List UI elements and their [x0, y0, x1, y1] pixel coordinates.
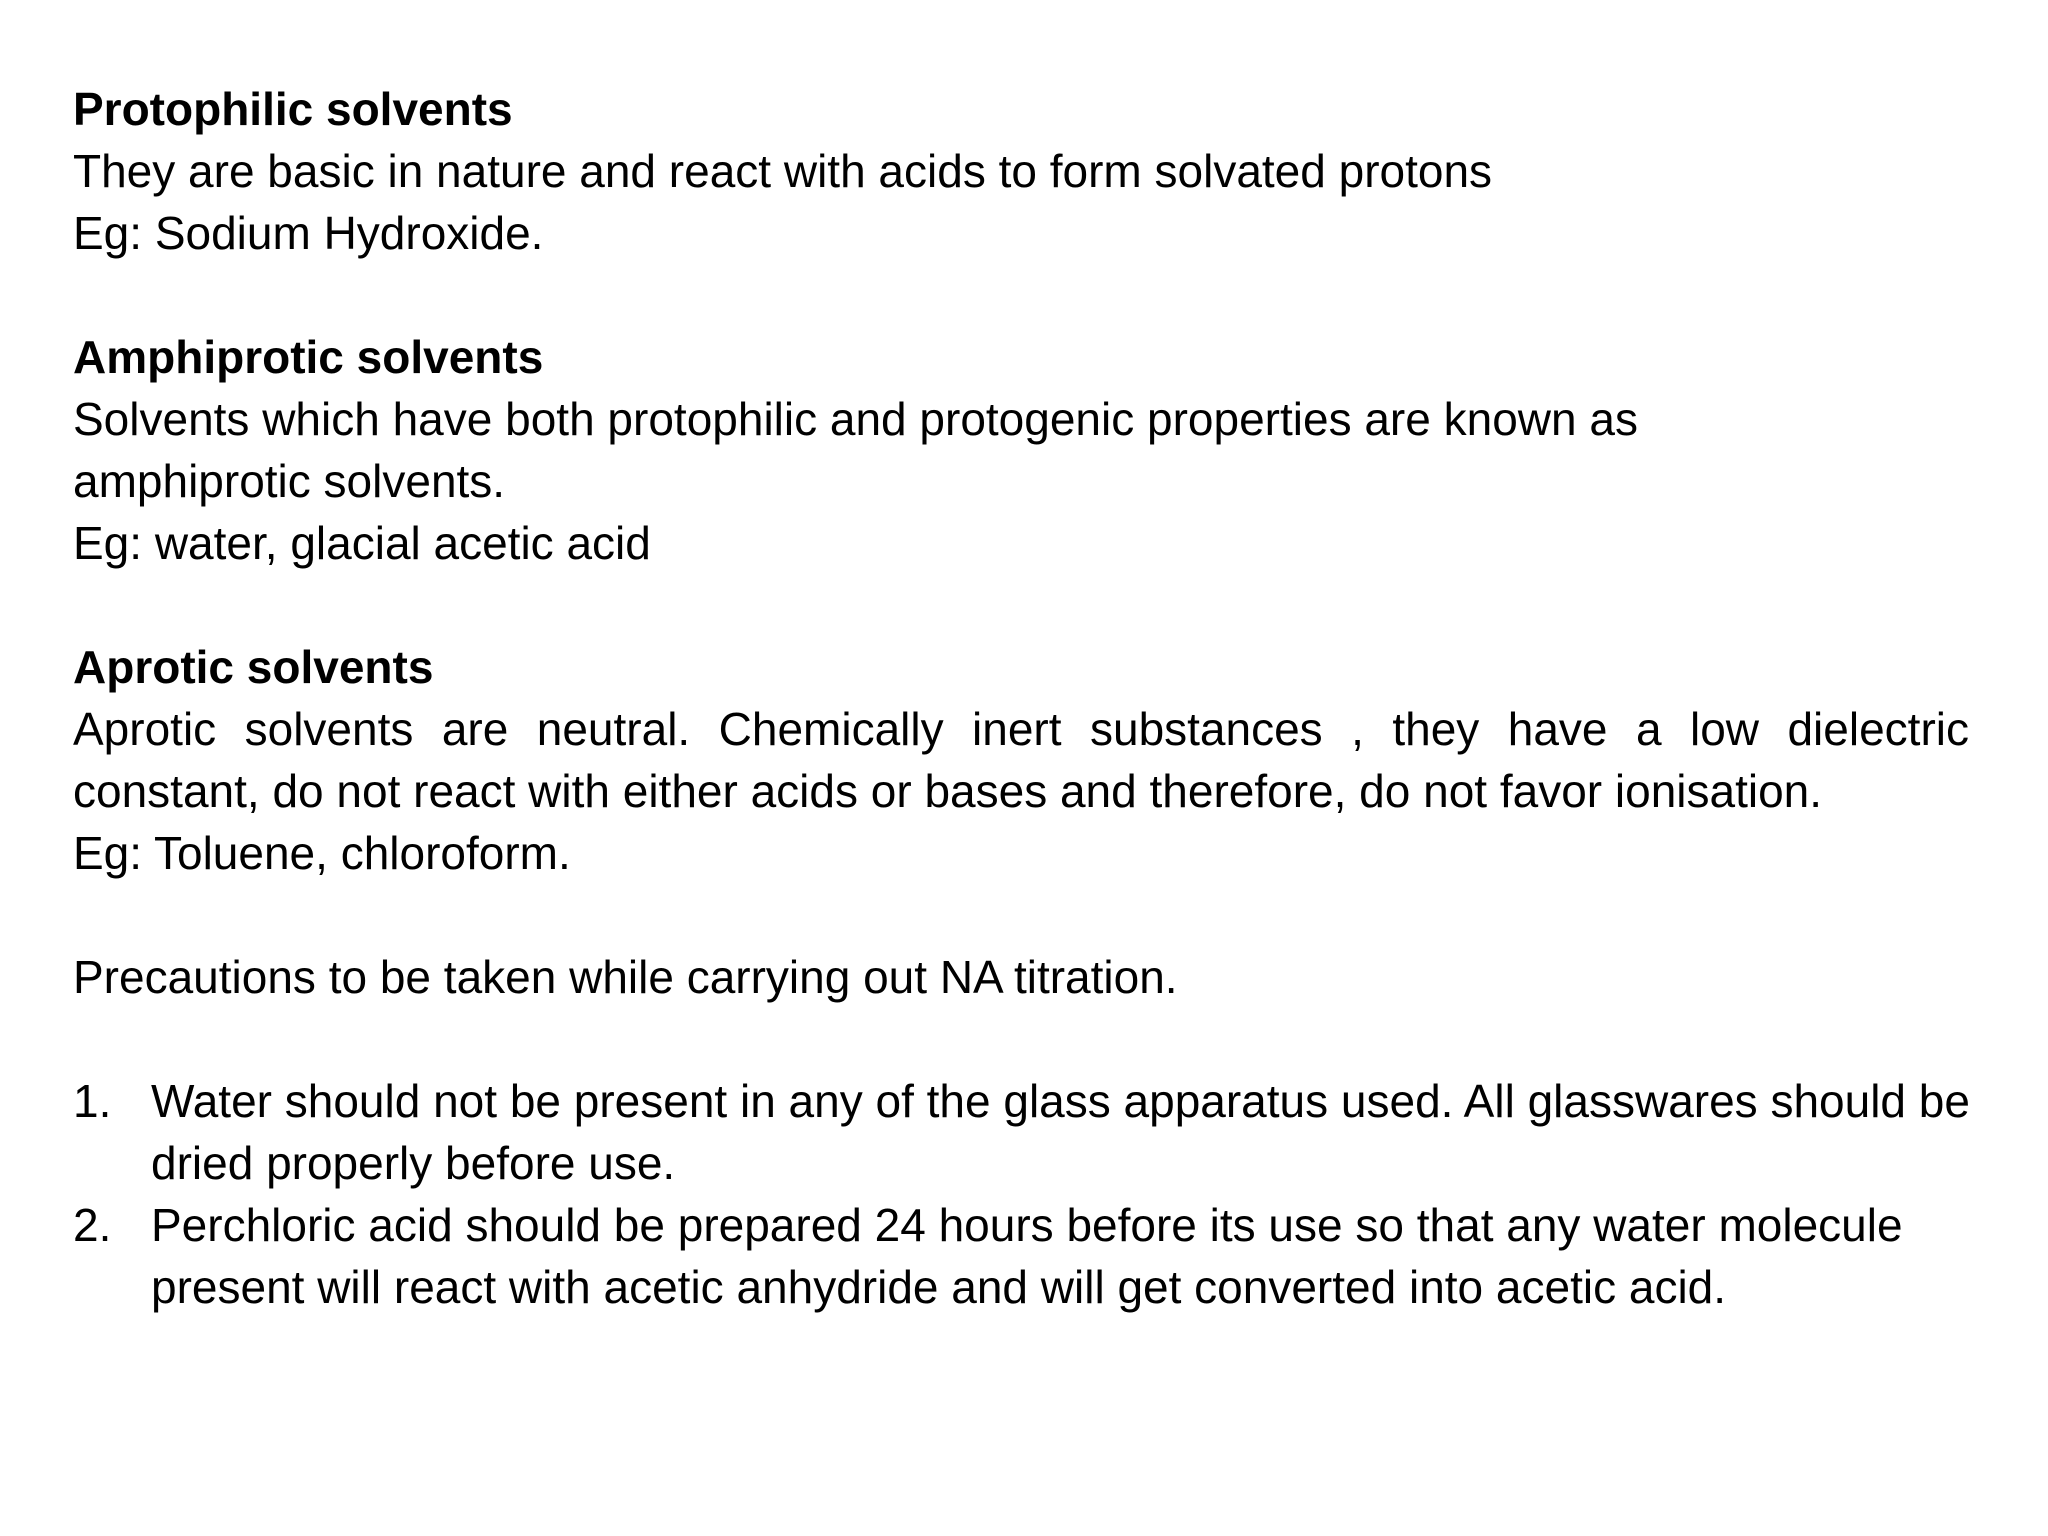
precautions — [73, 946, 1973, 1318]
section-heading: Protophilic solvents — [73, 83, 513, 135]
section-description: Aprotic solvents are neutral. Chemically inert substances , they have a low dielectric constant, do not react with either acids or bases and therefore, do not favor ionisation. — [73, 703, 1969, 817]
slide-content — [73, 78, 1973, 1318]
section-example: Eg: Toluene, chloroform. — [73, 827, 571, 879]
section-description: Solvents which have both protophilic and protogenic properties are known as amphiprotic solvents. — [73, 393, 1638, 507]
list-item — [73, 1070, 1973, 1194]
section-description: They are basic in nature and react with acids to form solvated protons — [73, 145, 1493, 197]
section-amphiprotic — [73, 326, 1973, 574]
section-heading: Amphiprotic solvents — [73, 331, 544, 383]
spacer — [73, 264, 1973, 326]
spacer — [73, 574, 1973, 636]
section-example: Eg: Sodium Hydroxide. — [73, 207, 544, 259]
list-item-text: Perchloric acid should be prepared 24 hours before its use so that any water molecule present will react with acetic anhydride and will get converted into acetic acid. — [151, 1199, 1903, 1313]
section-example: Eg: water, glacial acetic acid — [73, 517, 651, 569]
precautions-intro: Precautions to be taken while carrying out NA titration. — [73, 951, 1178, 1003]
section-protophilic — [73, 78, 1973, 264]
list-item-text: Water should not be present in any of the glass apparatus used. All glasswares should be dried properly before use. — [151, 1075, 1970, 1189]
list-item — [73, 1194, 1973, 1318]
list-item-number: 1. — [73, 1075, 112, 1127]
section-heading: Aprotic solvents — [73, 641, 434, 693]
spacer — [73, 884, 1973, 946]
list-item-number: 2. — [73, 1199, 112, 1251]
section-aprotic — [73, 636, 1973, 884]
spacer — [73, 1008, 1973, 1070]
precautions-list — [73, 1070, 1973, 1318]
